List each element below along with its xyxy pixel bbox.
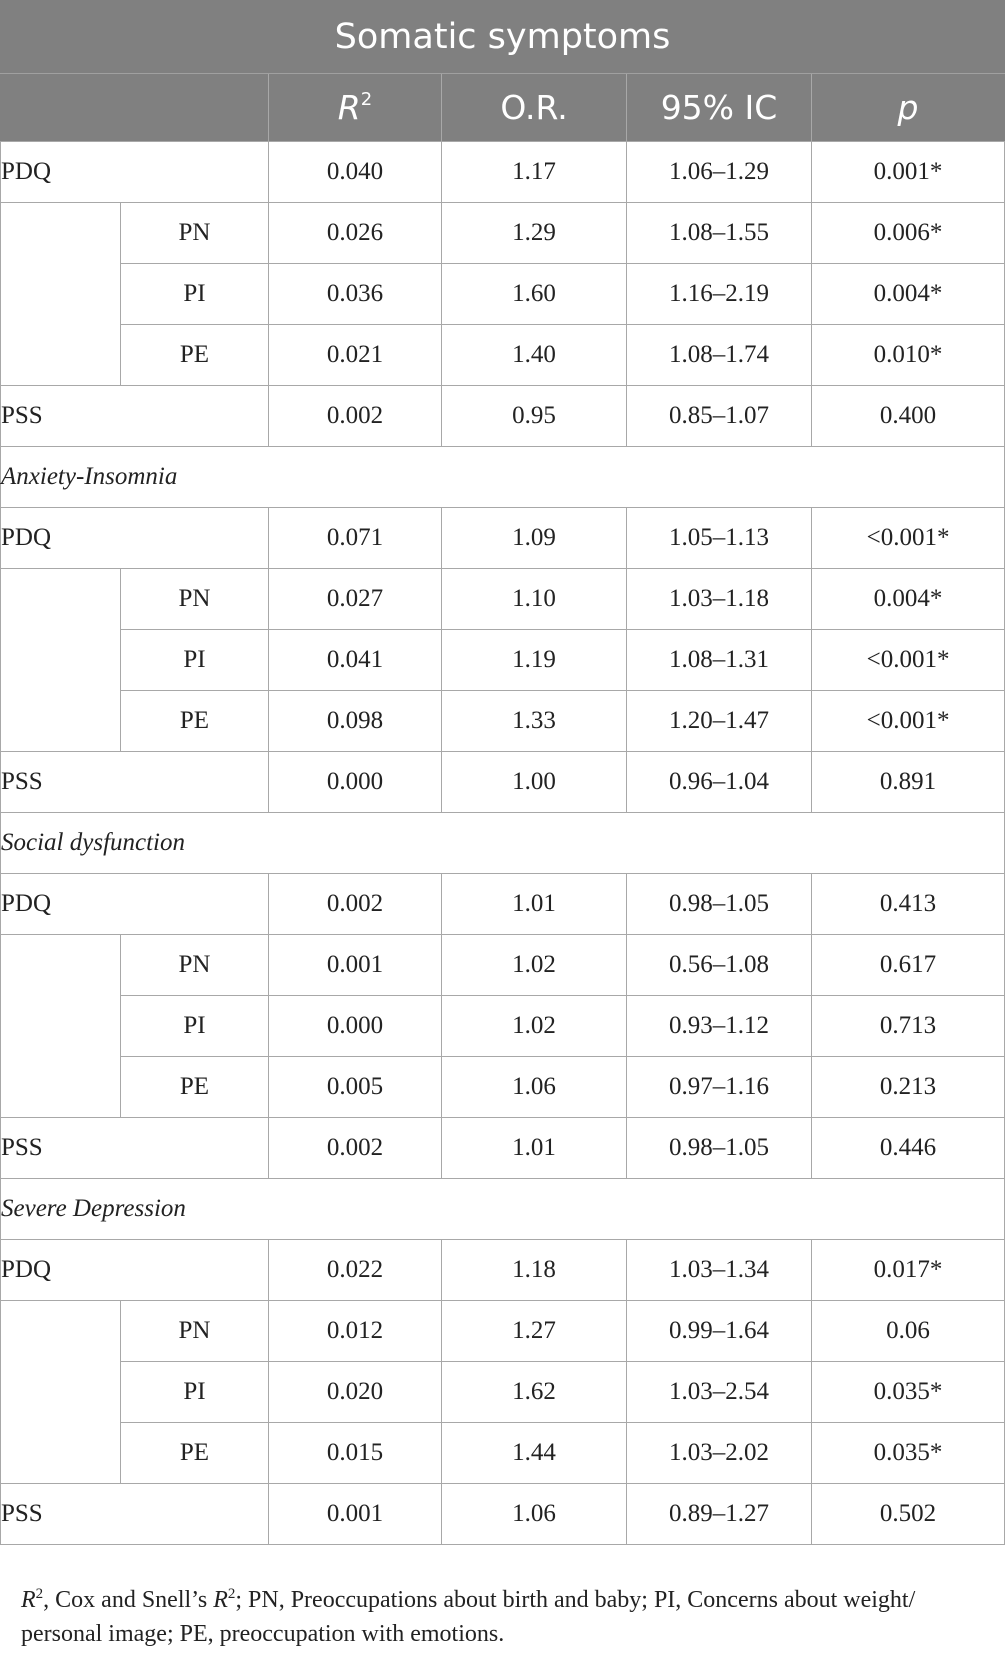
- row-label: PSS: [1, 1484, 269, 1545]
- cell-r2: 0.005: [269, 1057, 442, 1118]
- header-label-column: [1, 74, 269, 142]
- cell-r2: 0.000: [269, 752, 442, 813]
- cell-ci: 0.98–1.05: [627, 1118, 812, 1179]
- cell-ci: 0.93–1.12: [627, 996, 812, 1057]
- cell-ci: 1.05–1.13: [627, 508, 812, 569]
- cell-or: 1.19: [442, 630, 627, 691]
- cell-r2: 0.002: [269, 386, 442, 447]
- cell-r2: 0.020: [269, 1362, 442, 1423]
- table-row: [1, 1301, 1005, 1362]
- table-row: [1, 142, 1005, 203]
- table-row: [1, 874, 1005, 935]
- blank-indent-cell: [1, 203, 121, 386]
- cell-r2: 0.012: [269, 1301, 442, 1362]
- cell-r2: 0.098: [269, 691, 442, 752]
- cell-or: 0.95: [442, 386, 627, 447]
- row-label: PSS: [1, 752, 269, 813]
- footnote-r-letter2: R: [213, 1587, 228, 1613]
- cell-ci: 1.16–2.19: [627, 264, 812, 325]
- cell-r2: 0.071: [269, 508, 442, 569]
- table-row: [1, 630, 1005, 691]
- cell-or: 1.06: [442, 1484, 627, 1545]
- row-sublabel: PN: [121, 1301, 269, 1362]
- row-label: PDQ: [1, 1240, 269, 1301]
- cell-or: 1.62: [442, 1362, 627, 1423]
- cell-ci: 0.96–1.04: [627, 752, 812, 813]
- cell-ci: 0.99–1.64: [627, 1301, 812, 1362]
- cell-or: 1.17: [442, 142, 627, 203]
- cell-ci: 1.08–1.55: [627, 203, 812, 264]
- cell-p: <0.001*: [812, 691, 1005, 752]
- cell-or: 1.33: [442, 691, 627, 752]
- cell-r2: 0.001: [269, 935, 442, 996]
- table-row: [1, 508, 1005, 569]
- section-title: Anxiety-Insomnia: [1, 447, 1005, 508]
- cell-or: 1.06: [442, 1057, 627, 1118]
- section-title: Severe Depression: [1, 1179, 1005, 1240]
- table-row: [1, 1484, 1005, 1545]
- footnote-part2: ; PN, Preoccupations about birth and baby; PI, Concerns about weight/ personal image; PE, preoccupation with emotions.: [21, 1587, 916, 1647]
- cell-p: 0.617: [812, 935, 1005, 996]
- cell-p: 0.713: [812, 996, 1005, 1057]
- table-row: [1, 264, 1005, 325]
- cell-ci: 1.03–2.02: [627, 1423, 812, 1484]
- section-title: Social dysfunction: [1, 813, 1005, 874]
- table-row: [1, 1362, 1005, 1423]
- cell-p: 0.004*: [812, 569, 1005, 630]
- cell-p: 0.017*: [812, 1240, 1005, 1301]
- row-sublabel: PN: [121, 569, 269, 630]
- cell-or: 1.02: [442, 935, 627, 996]
- table-row: [1, 1423, 1005, 1484]
- cell-p: 0.035*: [812, 1423, 1005, 1484]
- footnote-r-sup: 2: [35, 1586, 44, 1602]
- row-label: PSS: [1, 386, 269, 447]
- footnote-part1: , Cox and Snell’s: [43, 1587, 214, 1613]
- section-header-row: [1, 447, 1005, 508]
- cell-p: 0.035*: [812, 1362, 1005, 1423]
- table-row: [1, 935, 1005, 996]
- header-r2-sup: 2: [360, 89, 373, 110]
- cell-p: <0.001*: [812, 630, 1005, 691]
- cell-ci: 1.03–2.54: [627, 1362, 812, 1423]
- row-sublabel: PE: [121, 325, 269, 386]
- header-or: O.R.: [442, 74, 627, 142]
- cell-r2: 0.027: [269, 569, 442, 630]
- cell-or: 1.18: [442, 1240, 627, 1301]
- cell-p: 0.001*: [812, 142, 1005, 203]
- header-r2: [269, 74, 442, 142]
- blank-indent-cell: [1, 569, 121, 752]
- cell-p: 0.891: [812, 752, 1005, 813]
- row-sublabel: PI: [121, 996, 269, 1057]
- cell-p: 0.004*: [812, 264, 1005, 325]
- cell-or: 1.29: [442, 203, 627, 264]
- cell-p: <0.001*: [812, 508, 1005, 569]
- cell-ci: 0.97–1.16: [627, 1057, 812, 1118]
- header-p: [812, 74, 1005, 142]
- header-ci: 95% IC: [627, 74, 812, 142]
- blank-indent-cell: [1, 1301, 121, 1484]
- section-header-row: [1, 1179, 1005, 1240]
- row-sublabel: PN: [121, 935, 269, 996]
- cell-ci: 1.03–1.34: [627, 1240, 812, 1301]
- cell-p: 0.006*: [812, 203, 1005, 264]
- cell-ci: 0.85–1.07: [627, 386, 812, 447]
- row-label: PDQ: [1, 874, 269, 935]
- row-sublabel: PN: [121, 203, 269, 264]
- table-row: [1, 996, 1005, 1057]
- table-row: [1, 1057, 1005, 1118]
- blank-indent-cell: [1, 935, 121, 1118]
- table-footnote: [21, 1577, 996, 1651]
- cell-or: 1.01: [442, 874, 627, 935]
- table-row: [1, 1118, 1005, 1179]
- table-row: [1, 203, 1005, 264]
- table-title: Somatic symptoms: [1, 1, 1005, 74]
- footnote-r-letter: R: [21, 1587, 36, 1613]
- table-row: [1, 325, 1005, 386]
- cell-r2: 0.002: [269, 874, 442, 935]
- row-sublabel: PI: [121, 264, 269, 325]
- table-row: [1, 752, 1005, 813]
- cell-or: 1.00: [442, 752, 627, 813]
- cell-r2: 0.015: [269, 1423, 442, 1484]
- cell-ci: 0.89–1.27: [627, 1484, 812, 1545]
- cell-p: 0.010*: [812, 325, 1005, 386]
- cell-r2: 0.040: [269, 142, 442, 203]
- cell-p: 0.06: [812, 1301, 1005, 1362]
- table-row: [1, 569, 1005, 630]
- cell-or: 1.40: [442, 325, 627, 386]
- cell-ci: 0.98–1.05: [627, 874, 812, 935]
- row-sublabel: PE: [121, 691, 269, 752]
- cell-ci: 1.20–1.47: [627, 691, 812, 752]
- table-body: [1, 142, 1005, 1545]
- section-header-row: [1, 813, 1005, 874]
- table-row: [1, 1240, 1005, 1301]
- table-row: [1, 386, 1005, 447]
- table-row: [1, 691, 1005, 752]
- cell-p: 0.502: [812, 1484, 1005, 1545]
- cell-or: 1.44: [442, 1423, 627, 1484]
- cell-or: 1.60: [442, 264, 627, 325]
- cell-r2: 0.041: [269, 630, 442, 691]
- row-label: PDQ: [1, 508, 269, 569]
- cell-ci: 1.03–1.18: [627, 569, 812, 630]
- cell-or: 1.27: [442, 1301, 627, 1362]
- cell-r2: 0.021: [269, 325, 442, 386]
- cell-ci: 1.08–1.31: [627, 630, 812, 691]
- row-label: PDQ: [1, 142, 269, 203]
- cell-p: 0.213: [812, 1057, 1005, 1118]
- cell-or: 1.02: [442, 996, 627, 1057]
- cell-p: 0.413: [812, 874, 1005, 935]
- cell-ci: 0.56–1.08: [627, 935, 812, 996]
- cell-ci: 1.06–1.29: [627, 142, 812, 203]
- cell-or: 1.01: [442, 1118, 627, 1179]
- cell-r2: 0.036: [269, 264, 442, 325]
- cell-r2: 0.022: [269, 1240, 442, 1301]
- row-sublabel: PE: [121, 1057, 269, 1118]
- cell-r2: 0.000: [269, 996, 442, 1057]
- row-label: PSS: [1, 1118, 269, 1179]
- cell-p: 0.446: [812, 1118, 1005, 1179]
- footnote-r-sup2: 2: [227, 1586, 236, 1602]
- row-sublabel: PE: [121, 1423, 269, 1484]
- header-r2-letter: R: [337, 88, 361, 127]
- cell-r2: 0.026: [269, 203, 442, 264]
- cell-p: 0.400: [812, 386, 1005, 447]
- cell-r2: 0.002: [269, 1118, 442, 1179]
- cell-r2: 0.001: [269, 1484, 442, 1545]
- cell-ci: 1.08–1.74: [627, 325, 812, 386]
- cell-or: 1.09: [442, 508, 627, 569]
- row-sublabel: PI: [121, 630, 269, 691]
- row-sublabel: PI: [121, 1362, 269, 1423]
- header-p-letter: p: [897, 88, 919, 127]
- cell-or: 1.10: [442, 569, 627, 630]
